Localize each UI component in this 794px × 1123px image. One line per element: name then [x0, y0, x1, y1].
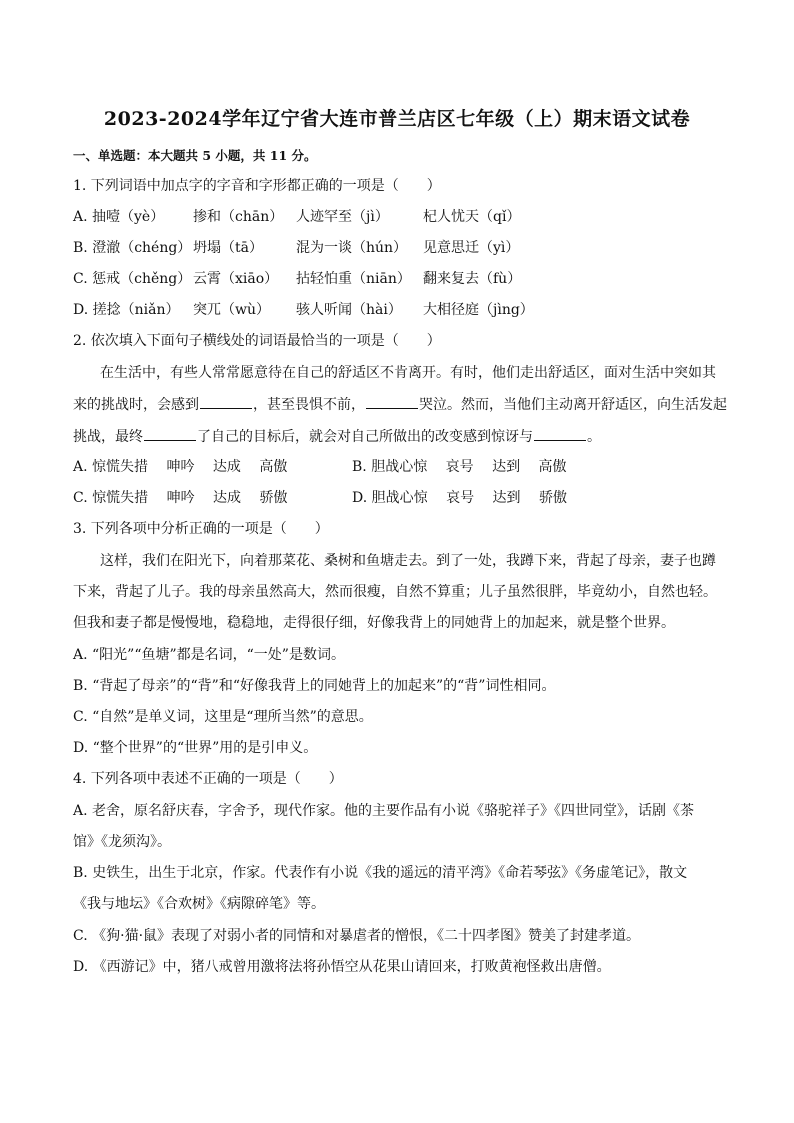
- question-4-option-c: C. 《狗·猫·鼠》表现了对弱小者的同情和对暴虐者的憎恨，《二十四孝图》赞美了封建孝道。: [73, 928, 641, 944]
- exam-title: 2023-2024学年辽宁省大连市普兰店区七年级（上）期末语文试卷: [103, 108, 691, 130]
- question-1-option-c: [0, 269, 794, 289]
- question-2-options-row: [0, 457, 794, 477]
- question-3-option-a: A. “阳光”“鱼塘”都是名词，“一处”是数词。: [73, 647, 345, 663]
- question-4-option-b-line: 《我与地坛》《合欢树》《病隙碎笔》等。: [73, 896, 325, 912]
- question-2-passage-line: 在生活中，有些人常常愿意待在自己的舒适区不肯离开。有时，他们走出舒适区，面对生活中突如其: [100, 365, 716, 381]
- question-2-stem: 2. 依次填入下面句子横线处的词语最恰当的一项是（ ）: [73, 333, 441, 349]
- question-1-option-d: [0, 300, 794, 320]
- passage-text: 哭泣。然而，当他们主动离开舒适区，向生活发起: [419, 397, 727, 413]
- option-word: 大相径庭（jìng）: [423, 302, 534, 318]
- fill-blank: [200, 394, 252, 409]
- fill-blank: [534, 426, 586, 441]
- section-heading: 一、单选题：本大题共 5 小题，共 11 分。: [73, 148, 317, 163]
- question-1-option-a: [0, 207, 794, 227]
- question-3-option-b: B. “背起了母亲”的“背”和“好像我背上的同她背上的加起来”的“背”词性相同。: [73, 678, 556, 694]
- option-word: D. 搓捻（niǎn）: [73, 302, 180, 318]
- question-1-option-b: [0, 238, 794, 258]
- question-4-option-a-line: 馆》《龙须沟》。: [73, 834, 171, 850]
- option-word: 混为一谈（hún）: [296, 240, 408, 256]
- option-word: 掺和（chān）: [193, 209, 284, 225]
- question-3-passage-line: 但我和妻子都是慢慢地，稳稳地，走得很仔细，好像我背上的同她背上的加起来，就是整个世界。: [73, 615, 675, 631]
- question-2-option-d: D. 胆战心惊 哀号 达到 骄傲: [352, 490, 567, 506]
- option-word: C. 惩戒（chěng）: [73, 271, 192, 287]
- question-2-option-b: B. 胆战心惊 哀号 达到 高傲: [352, 459, 567, 475]
- option-word: A. 抽噎（yè）: [73, 209, 165, 225]
- option-word: 坍塌（tā）: [193, 240, 263, 256]
- question-3-stem: 3. 下列各项中分析正确的一项是（ ）: [73, 521, 329, 537]
- option-word: 人迹罕至（jì）: [296, 209, 389, 225]
- passage-text: 。: [587, 429, 601, 445]
- option-word: 杞人忧天（qǐ）: [423, 209, 521, 225]
- question-3-passage-line: 下来，背起了儿子。我的母亲虽然高大，然而很瘦，自然不算重；儿子虽然很胖，毕竟幼小，自然也轻。: [73, 584, 717, 600]
- question-4-option-a-line: A. 老舍，原名舒庆春，字舍予，现代作家。他的主要作品有小说《骆驼祥子》《四世同堂》，话剧《茶: [73, 803, 695, 819]
- question-2-passage-line: [73, 394, 727, 415]
- option-word: 突兀（wù）: [193, 302, 270, 318]
- passage-text: 挑战，最终: [73, 429, 143, 445]
- option-word: 骇人听闻（hài）: [296, 302, 402, 318]
- passage-text: 来的挑战时，会感到: [73, 397, 199, 413]
- question-2-option-a: A. 惊慌失措 呻吟 达成 高傲: [73, 459, 288, 475]
- question-2-options-row: [0, 488, 794, 508]
- question-2-passage-line: [73, 426, 601, 447]
- fill-blank: [366, 394, 418, 409]
- question-4-option-b-line: B. 史铁生，出生于北京，作家。代表作有小说《我的遥远的清平湾》《命若琴弦》《务虚笔记》，散文: [73, 865, 688, 881]
- option-word: 翻来复去（fù）: [423, 271, 522, 287]
- question-4-option-d: D. 《西游记》中，猪八戒曾用激将法将孙悟空从花果山请回来，打败黄袍怪救出唐僧。: [73, 959, 611, 975]
- question-3-passage-line: 这样，我们在阳光下，向着那菜花、桑树和鱼塘走去。到了一处，我蹲下来，背起了母亲，妻子也蹲: [100, 553, 716, 569]
- option-word: 见意思迁（yì）: [423, 240, 520, 256]
- question-3-option-d: D. “整个世界”的“世界”用的是引申义。: [73, 740, 318, 756]
- option-word: 拈轻怕重（niān）: [296, 271, 411, 287]
- question-2-option-c: C. 惊慌失措 呻吟 达成 骄傲: [73, 490, 288, 506]
- passage-text: ，甚至畏惧不前，: [253, 397, 365, 413]
- passage-text: 了自己的目标后，就会对自己所做出的改变感到惊讶与: [197, 429, 533, 445]
- option-word: B. 澄澈（chéng）: [73, 240, 192, 256]
- option-word: 云霄（xiāo）: [193, 271, 279, 287]
- question-4-stem: 4. 下列各项中表述不正确的一项是（ ）: [73, 771, 343, 787]
- question-3-option-c: C. “自然”是单义词，这里是“理所当然”的意思。: [73, 709, 373, 725]
- fill-blank: [144, 426, 196, 441]
- question-1-stem: 1. 下列词语中加点字的字音和字形都正确的一项是（ ）: [73, 178, 441, 194]
